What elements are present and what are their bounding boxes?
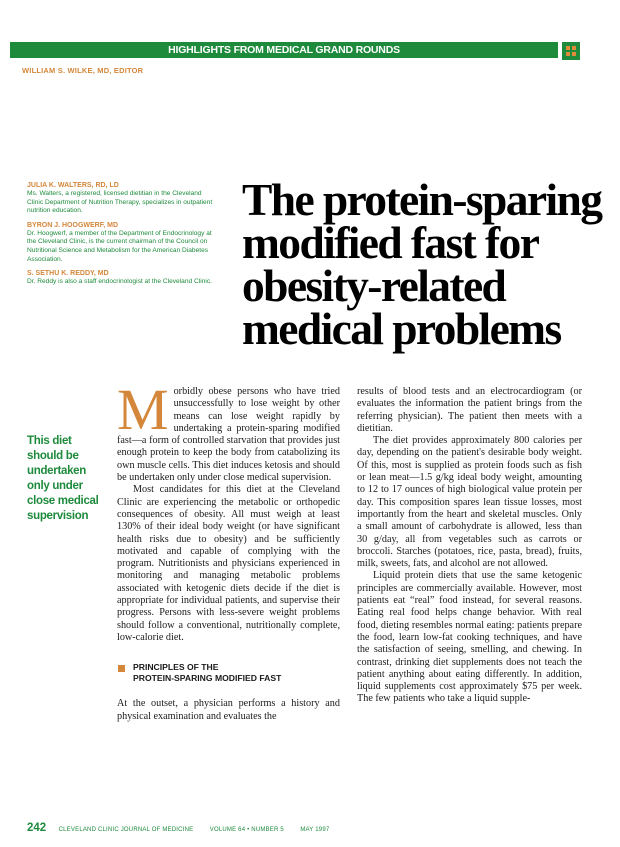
author-bio: Dr. Hoogwerf, a member of the Department of Endocrinology at the Cleveland Clinic, is the current chairman of the Council on Nutritional Science and Metabolism for the American Diabetes Association. bbox=[27, 229, 212, 263]
pull-quote: This diet should be undertaken only under close medical supervision bbox=[27, 435, 99, 522]
author-name: BYRON J. HOOGWERF, MD bbox=[27, 221, 119, 229]
drop-cap: M bbox=[117, 377, 169, 442]
article-title: The protein-sparing modified fast for obesity-related medical problems bbox=[242, 174, 602, 354]
author-name: JULIA K. WALTERS, RD, LD bbox=[27, 182, 119, 189]
square-bullet-icon bbox=[118, 665, 125, 672]
section-heading-line: PRINCIPLES OF THE bbox=[133, 662, 219, 673]
body-paragraph: Morbidly obese persons who have tried unsuccessfully to lose weight by other means can lose weight rapidly by undertaking a protein-sparing modified fast—a form of controlled starvation that provides just enough protein to keep the body from catabolizing its own muscle cells. This diet induces ketosis and should be undertaken only under close medical supervision. bbox=[117, 377, 340, 484]
section-heading-line: PROTEIN-SPARING MODIFIED FAST bbox=[133, 673, 282, 684]
body-paragraph: Liquid protein diets that use the same ketogenic principles are commercially available. However, most patients eat “real” food instead, for several reasons. Eating real food helps change behavior. With real food, dieting resembles normal eating: patients prepare the food, learn low-fat cooking techniques, and have the satisfaction of seeing, smelling, and chewing. In contrast, drinking diet supplements does not teach the patient anything about eating differently. In addition, liquid supplements cost approximately $75 per week. The few patients who take a liquid supple- bbox=[357, 570, 582, 705]
author-item bbox=[27, 221, 217, 264]
banner-title: HIGHLIGHTS FROM MEDICAL GRAND ROUNDS bbox=[168, 44, 400, 56]
cross-logo-icon bbox=[562, 42, 580, 60]
section-heading bbox=[117, 662, 340, 684]
body-paragraph: Most candidates for this diet at the Cleveland Clinic are experiencing the metabolic or orthopedic consequences of obesity. All must weigh at least 130% of their ideal body weight (or have significant health risks due to obesity) and be sufficiently motivated and capable of complying with the program. Nutritionists and physicians experienced in monitoring and managing metabolic problems associated with ketogenic diets decide if the diet is appropriate for individual patients, and supervise their progress. Persons with less-severe weight problems should follow a conventional, nutritionally complete, low-calorie diet. bbox=[117, 484, 340, 643]
author-list bbox=[27, 181, 217, 292]
section-banner bbox=[10, 42, 558, 58]
author-item bbox=[27, 181, 217, 216]
author-item bbox=[27, 269, 217, 287]
body-paragraph: results of blood tests and an electrocardiogram (or evaluates the information the patient brings from the referring physician). The patient then meets with a dietitian. bbox=[357, 386, 582, 434]
author-name: S. SETHU K. REDDY, MD bbox=[27, 270, 109, 278]
author-bio: Dr. Reddy is also a staff endocrinologist at the Cleveland Clinic. bbox=[27, 278, 212, 286]
body-paragraph: At the outset, a physician performs a history and physical examination and evaluates the bbox=[117, 698, 340, 722]
page-number: 242 bbox=[27, 822, 47, 834]
journal-name: CLEVELAND CLINIC JOURNAL OF MEDICINE bbox=[58, 827, 194, 833]
editor-credit: WILLIAM S. WILKE, MD, EDITOR bbox=[22, 66, 144, 75]
issue-date: MAY 1997 bbox=[300, 827, 330, 833]
body-paragraph: The diet provides approximately 800 calories per day, depending on the patient's desirable body weight. Of this, most is supplied as protein foods such as fish or lean meat—1.5 g/kg ideal body weight, amounting to 12 to 17 ounces of high biological value protein per day. This composition spares lean tissue losses, most importantly from the heart and skeletal muscles. Only a small amount of carbohydrate is allowed, less than 30 g/day, all from vegetables such as carrots or broccoli. Starches (potatoes, rice, pasta, bread), fruits, milk, sweets, fats, and alcohol are not allowed. bbox=[357, 435, 582, 570]
author-bio: Ms. Walters, a registered, licensed dietitian in the Cleveland Clinic Department of Nutrition Therapy, specializes in outpatient nutrition education. bbox=[27, 190, 213, 215]
page-footer bbox=[27, 818, 329, 836]
volume-info: VOLUME 64 • NUMBER 5 bbox=[209, 827, 284, 833]
body-column-left bbox=[117, 377, 340, 723]
body-column-right bbox=[357, 386, 582, 706]
